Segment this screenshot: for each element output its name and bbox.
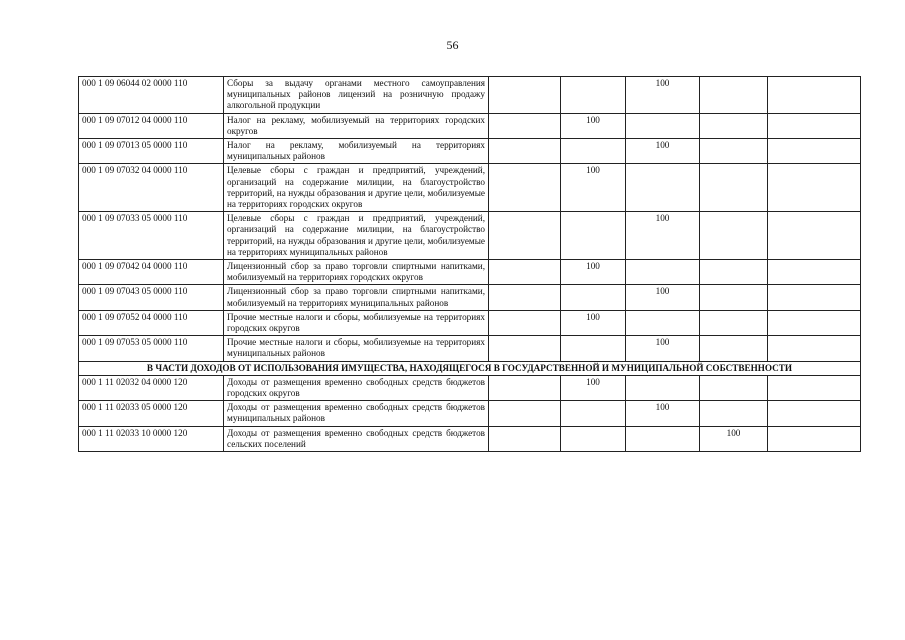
revenue-name-cell: Целевые сборы с граждан и предприятий, учреждений, организаций на содержание милиции, на благоустройство территорий, на нужды образования и другие цели, мобилизуемые на территориях муниципальных районов bbox=[224, 212, 489, 260]
value-cell-5 bbox=[768, 139, 861, 164]
table-body-property bbox=[79, 375, 861, 451]
section-row bbox=[79, 361, 861, 375]
value-cell-4 bbox=[700, 164, 768, 212]
value-cell-2 bbox=[561, 139, 626, 164]
revenue-name-cell: Прочие местные налоги и сборы, мобилизуемые на территориях муниципальных районов bbox=[224, 336, 489, 361]
revenue-name-cell: Лицензионный сбор за право торговли спиртными напитками, мобилизуемый на территориях городских округов bbox=[224, 260, 489, 285]
kbk-code-cell: 000 1 09 07043 05 0000 110 bbox=[79, 285, 224, 310]
revenue-name-cell: Налог на рекламу, мобилизуемый на территориях муниципальных районов bbox=[224, 139, 489, 164]
kbk-code-cell: 000 1 09 07033 05 0000 110 bbox=[79, 212, 224, 260]
value-cell-5 bbox=[768, 310, 861, 335]
value-cell-1 bbox=[489, 336, 561, 361]
revenue-name-cell: Доходы от размещения временно свободных средств бюджетов муниципальных районов bbox=[224, 401, 489, 426]
value-cell-1 bbox=[489, 77, 561, 114]
value-cell-3 bbox=[626, 164, 700, 212]
value-cell-4 bbox=[700, 212, 768, 260]
value-cell-3: 100 bbox=[626, 212, 700, 260]
value-cell-5 bbox=[768, 375, 861, 400]
value-cell-1 bbox=[489, 310, 561, 335]
value-cell-5 bbox=[768, 285, 861, 310]
value-cell-3 bbox=[626, 426, 700, 451]
value-cell-3: 100 bbox=[626, 401, 700, 426]
value-cell-2 bbox=[561, 212, 626, 260]
value-cell-3: 100 bbox=[626, 285, 700, 310]
revenue-name-cell: Целевые сборы с граждан и предприятий, учреждений, организаций на содержание милиции, на благоустройство территорий, на нужды образования и другие цели, мобилизуемые на территориях городских округов bbox=[224, 164, 489, 212]
table-row bbox=[79, 375, 861, 400]
revenue-name-cell: Прочие местные налоги и сборы, мобилизуемые на территориях городских округов bbox=[224, 310, 489, 335]
value-cell-5 bbox=[768, 113, 861, 138]
value-cell-5 bbox=[768, 77, 861, 114]
table-body-main bbox=[79, 77, 861, 362]
revenue-table bbox=[78, 76, 861, 452]
table-row bbox=[79, 139, 861, 164]
value-cell-5 bbox=[768, 260, 861, 285]
value-cell-2: 100 bbox=[561, 260, 626, 285]
table-row bbox=[79, 212, 861, 260]
table-row bbox=[79, 310, 861, 335]
value-cell-4 bbox=[700, 336, 768, 361]
value-cell-4 bbox=[700, 139, 768, 164]
value-cell-1 bbox=[489, 426, 561, 451]
value-cell-4 bbox=[700, 260, 768, 285]
kbk-code-cell: 000 1 09 07052 04 0000 110 bbox=[79, 310, 224, 335]
kbk-code-cell: 000 1 11 02033 05 0000 120 bbox=[79, 401, 224, 426]
kbk-code-cell: 000 1 09 07032 04 0000 110 bbox=[79, 164, 224, 212]
value-cell-2: 100 bbox=[561, 310, 626, 335]
table-row bbox=[79, 164, 861, 212]
page-number: 56 bbox=[446, 38, 459, 52]
value-cell-2: 100 bbox=[561, 375, 626, 400]
table-row bbox=[79, 113, 861, 138]
revenue-name-cell: Доходы от размещения временно свободных средств бюджетов городских округов bbox=[224, 375, 489, 400]
value-cell-3: 100 bbox=[626, 77, 700, 114]
value-cell-1 bbox=[489, 212, 561, 260]
value-cell-1 bbox=[489, 285, 561, 310]
kbk-code-cell: 000 1 09 07042 04 0000 110 bbox=[79, 260, 224, 285]
value-cell-1 bbox=[489, 113, 561, 138]
value-cell-5 bbox=[768, 212, 861, 260]
table-row bbox=[79, 426, 861, 451]
value-cell-3 bbox=[626, 260, 700, 285]
value-cell-1 bbox=[489, 401, 561, 426]
table-row bbox=[79, 285, 861, 310]
revenue-name-cell: Лицензионный сбор за право торговли спиртными напитками, мобилизуемый на территориях муниципальных районов bbox=[224, 285, 489, 310]
value-cell-1 bbox=[489, 375, 561, 400]
kbk-code-cell: 000 1 09 07012 04 0000 110 bbox=[79, 113, 224, 138]
value-cell-4 bbox=[700, 113, 768, 138]
value-cell-3: 100 bbox=[626, 336, 700, 361]
value-cell-2 bbox=[561, 426, 626, 451]
value-cell-2 bbox=[561, 77, 626, 114]
value-cell-4 bbox=[700, 77, 768, 114]
table-body-section bbox=[79, 361, 861, 375]
value-cell-4 bbox=[700, 310, 768, 335]
value-cell-1 bbox=[489, 139, 561, 164]
value-cell-3: 100 bbox=[626, 139, 700, 164]
value-cell-4 bbox=[700, 285, 768, 310]
table-row bbox=[79, 336, 861, 361]
kbk-code-cell: 000 1 09 07013 05 0000 110 bbox=[79, 139, 224, 164]
kbk-code-cell: 000 1 09 06044 02 0000 110 bbox=[79, 77, 224, 114]
value-cell-2: 100 bbox=[561, 113, 626, 138]
value-cell-2 bbox=[561, 401, 626, 426]
value-cell-5 bbox=[768, 164, 861, 212]
kbk-code-cell: 000 1 11 02033 10 0000 120 bbox=[79, 426, 224, 451]
revenue-name-cell: Налог на рекламу, мобилизуемый на территориях городских округов bbox=[224, 113, 489, 138]
value-cell-5 bbox=[768, 336, 861, 361]
value-cell-3 bbox=[626, 310, 700, 335]
kbk-code-cell: 000 1 09 07053 05 0000 110 bbox=[79, 336, 224, 361]
value-cell-1 bbox=[489, 164, 561, 212]
revenue-name-cell: Сборы за выдачу органами местного самоуправления муниципальных районов лицензий на розничную продажу алкогольной продукции bbox=[224, 77, 489, 114]
value-cell-4 bbox=[700, 401, 768, 426]
value-cell-1 bbox=[489, 260, 561, 285]
value-cell-4 bbox=[700, 375, 768, 400]
value-cell-5 bbox=[768, 401, 861, 426]
section-heading: В ЧАСТИ ДОХОДОВ ОТ ИСПОЛЬЗОВАНИЯ ИМУЩЕСТВА, НАХОДЯЩЕГОСЯ В ГОСУДАРСТВЕННОЙ И МУНИЦИПАЛЬНОЙ СОБСТВЕННОСТИ bbox=[79, 361, 861, 375]
value-cell-2 bbox=[561, 285, 626, 310]
table-row bbox=[79, 401, 861, 426]
revenue-name-cell: Доходы от размещения временно свободных средств бюджетов сельских поселений bbox=[224, 426, 489, 451]
value-cell-2 bbox=[561, 336, 626, 361]
value-cell-2: 100 bbox=[561, 164, 626, 212]
value-cell-5 bbox=[768, 426, 861, 451]
kbk-code-cell: 000 1 11 02032 04 0000 120 bbox=[79, 375, 224, 400]
value-cell-3 bbox=[626, 113, 700, 138]
value-cell-3 bbox=[626, 375, 700, 400]
table-row bbox=[79, 260, 861, 285]
table-row bbox=[79, 77, 861, 114]
value-cell-4: 100 bbox=[700, 426, 768, 451]
